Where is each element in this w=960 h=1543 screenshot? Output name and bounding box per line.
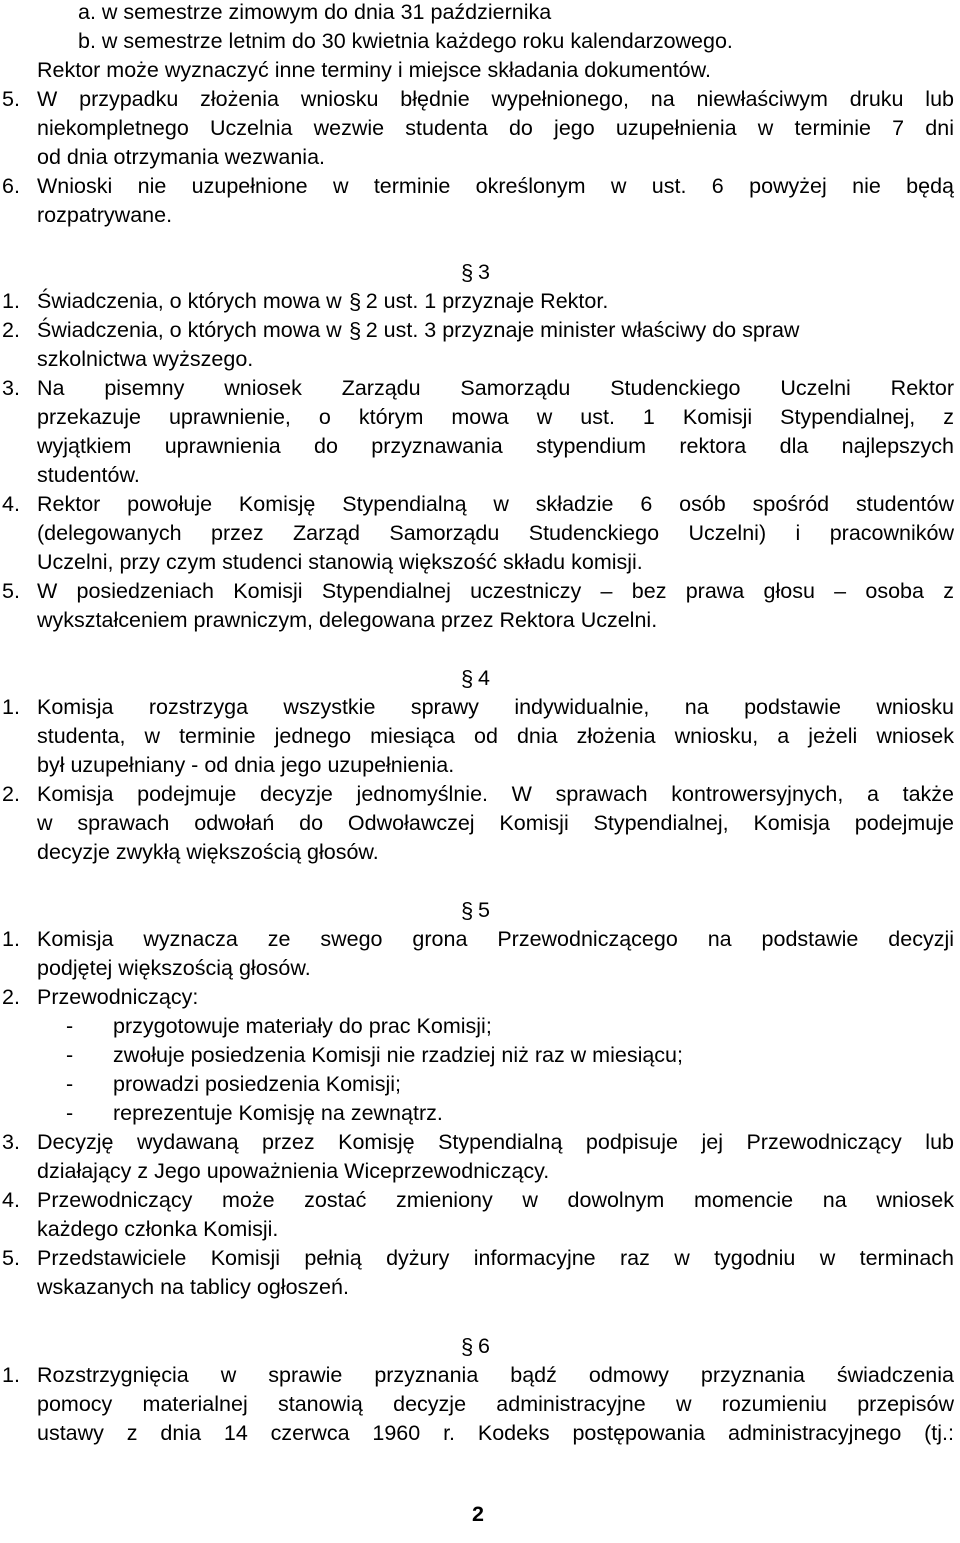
paragraph-line: Przewodniczący może zostać zmieniony w dowolnym momencie na wniosek xyxy=(37,1188,954,1212)
svg-text:§: § xyxy=(461,667,474,691)
paragraph-line: Wnioski nie uzupełnione w terminie określonym w ust. 6 powyżej nie będą xyxy=(37,174,954,198)
paragraph-line: Decyzję wydawaną przez Komisję Stypendialną podpisuje jej Przewodniczący lub xyxy=(37,1130,954,1154)
section-sign-icon xyxy=(460,261,474,285)
section-number: 4 xyxy=(478,666,490,690)
paragraph-line xyxy=(37,287,608,316)
paragraph-line: Rektor powołuje Komisję Stypendialną w składzie 6 osób spośród studentów xyxy=(37,492,954,516)
item-number: 2. xyxy=(2,782,20,806)
paragraph-line: Przewodniczący: xyxy=(37,985,199,1009)
item-number: 5. xyxy=(2,1246,20,1270)
paragraph-line: studentów. xyxy=(37,463,140,487)
item-number: 4. xyxy=(2,492,20,516)
paragraph-line: W przypadku złożenia wniosku błędnie wypełnionego, na niewłaściwym druku lub xyxy=(37,87,954,111)
section-sign-icon xyxy=(348,319,362,343)
paragraph-line: podjętej większością głosów. xyxy=(37,956,311,980)
page-number: 2 xyxy=(472,1502,484,1526)
paragraph-line: szkolnictwa wyższego. xyxy=(37,347,254,371)
item-number: 1. xyxy=(2,927,20,951)
svg-text:§: § xyxy=(348,319,361,343)
item-number: 4. xyxy=(2,1188,20,1212)
item-number: 5. xyxy=(2,579,20,603)
item-number: 1. xyxy=(2,1363,20,1387)
list-item: prowadzi posiedzenia Komisji; xyxy=(113,1072,402,1096)
deadline-item-b: b. w semestrze letnim do 30 kwietnia każdego roku kalendarzowego. xyxy=(78,29,733,53)
text-fragment: Świadczenia, o których mowa w xyxy=(37,318,342,342)
svg-text:§: § xyxy=(461,1335,474,1359)
paragraph-line: Komisja rozstrzyga wszystkie sprawy indywidualnie, na podstawie wniosku xyxy=(37,695,954,719)
paragraph-line: Przedstawiciele Komisji pełnią dyżury informacyjne raz w tygodniu w terminach xyxy=(37,1246,954,1270)
section-number: 3 xyxy=(478,260,490,284)
list-item: reprezentuje Komisję na zewnątrz. xyxy=(113,1101,443,1125)
section-sign-icon xyxy=(460,899,474,923)
paragraph-line: każdego członka Komisji. xyxy=(37,1217,279,1241)
paragraph-line: od dnia otrzymania wezwania. xyxy=(37,145,326,169)
paragraph-line: niekompletnego Uczelnia wezwie studenta do jego uzupełnienia w terminie 7 dni xyxy=(37,116,954,140)
paragraph-line: w sprawach odwołań do Odwoławczej Komisji Stypendialnej, Komisja podejmuje xyxy=(37,811,954,835)
paragraph-line: Komisja podejmuje decyzje jednomyślnie. W sprawach kontrowersyjnych, a także xyxy=(37,782,954,806)
paragraph-line: studenta, w terminie jednego miesiąca od dnia złożenia wniosku, a jeżeli wniosek xyxy=(37,724,954,748)
list-item: zwołuje posiedzenia Komisji nie rzadziej niż raz w miesiącu; xyxy=(113,1043,683,1067)
paragraph-line: wykształceniem prawniczym, delegowana przez Rektora Uczelni. xyxy=(37,608,658,632)
section-heading xyxy=(460,664,490,693)
svg-text:§: § xyxy=(461,899,474,923)
section-sign-icon xyxy=(460,1335,474,1359)
section-heading xyxy=(460,1332,490,1361)
list-dash: - xyxy=(66,1014,74,1038)
paragraph-line: Na pisemny wniosek Zarządu Samorządu Studenckiego Uczelni Rektor xyxy=(37,376,954,400)
text-fragment: 2 ust. 1 przyznaje Rektor. xyxy=(365,289,609,313)
paragraph-line: działający z Jego upoważnienia Wiceprzewodniczący. xyxy=(37,1159,550,1183)
paragraph-line: ustawy z dnia 14 czerwca 1960 r. Kodeks postępowania administracyjnego (tj.: xyxy=(37,1421,954,1445)
deadline-note: Rektor może wyznaczyć inne terminy i miejsce składania dokumentów. xyxy=(37,58,711,82)
list-dash: - xyxy=(66,1043,74,1067)
section-sign-icon xyxy=(348,290,362,314)
paragraph-line: W posiedzeniach Komisji Stypendialnej uczestniczy – bez prawa głosu – osoba z xyxy=(37,579,954,603)
paragraph-line: Komisja wyznacza ze swego grona Przewodniczącego na podstawie decyzji xyxy=(37,927,954,951)
paragraph-line: Uczelni, przy czym studenci stanowią większość składu komisji. xyxy=(37,550,643,574)
section-number: 5 xyxy=(478,898,490,922)
list-dash: - xyxy=(66,1072,74,1096)
paragraph-line: wyjątkiem uprawnienia do przyznawania stypendium rektora dla najlepszych xyxy=(37,434,954,458)
paragraph-line: (delegowanych przez Zarząd Samorządu Studenckiego Uczelni) i pracowników xyxy=(37,521,954,545)
item-number: 5. xyxy=(2,87,20,111)
paragraph-line: był uzupełniany - od dnia jego uzupełnienia. xyxy=(37,753,455,777)
text-fragment: 2 ust. 3 przyznaje minister właściwy do spraw xyxy=(365,318,800,342)
section-heading xyxy=(460,258,490,287)
svg-text:§: § xyxy=(461,261,474,285)
paragraph-line: wskazanych na tablicy ogłoszeń. xyxy=(37,1275,349,1299)
item-number: 2. xyxy=(2,985,20,1009)
item-number: 1. xyxy=(2,289,20,313)
list-dash: - xyxy=(66,1101,74,1125)
item-number: 1. xyxy=(2,695,20,719)
item-number: 6. xyxy=(2,174,20,198)
item-number: 3. xyxy=(2,376,20,400)
paragraph-line: decyzje zwykłą większością głosów. xyxy=(37,840,379,864)
text-fragment: Świadczenia, o których mowa w xyxy=(37,289,342,313)
deadline-item-a: a. w semestrze zimowym do dnia 31 października xyxy=(78,0,552,24)
paragraph-line: przekazuje uprawnienie, o którym mowa w ust. 1 Komisji Stypendialnej, z xyxy=(37,405,954,429)
paragraph-line: rozpatrywane. xyxy=(37,203,173,227)
paragraph-line xyxy=(37,316,799,345)
item-number: 3. xyxy=(2,1130,20,1154)
section-number: 6 xyxy=(478,1334,490,1358)
section-heading xyxy=(460,896,490,925)
svg-text:§: § xyxy=(348,290,361,314)
list-item: przygotowuje materiały do prac Komisji; xyxy=(113,1014,492,1038)
paragraph-line: pomocy materialnej stanowią decyzje administracyjne w rozumieniu przepisów xyxy=(37,1392,954,1416)
paragraph-line: Rozstrzygnięcia w sprawie przyznania bądź odmowy przyznania świadczenia xyxy=(37,1363,954,1387)
section-sign-icon xyxy=(460,667,474,691)
item-number: 2. xyxy=(2,318,20,342)
